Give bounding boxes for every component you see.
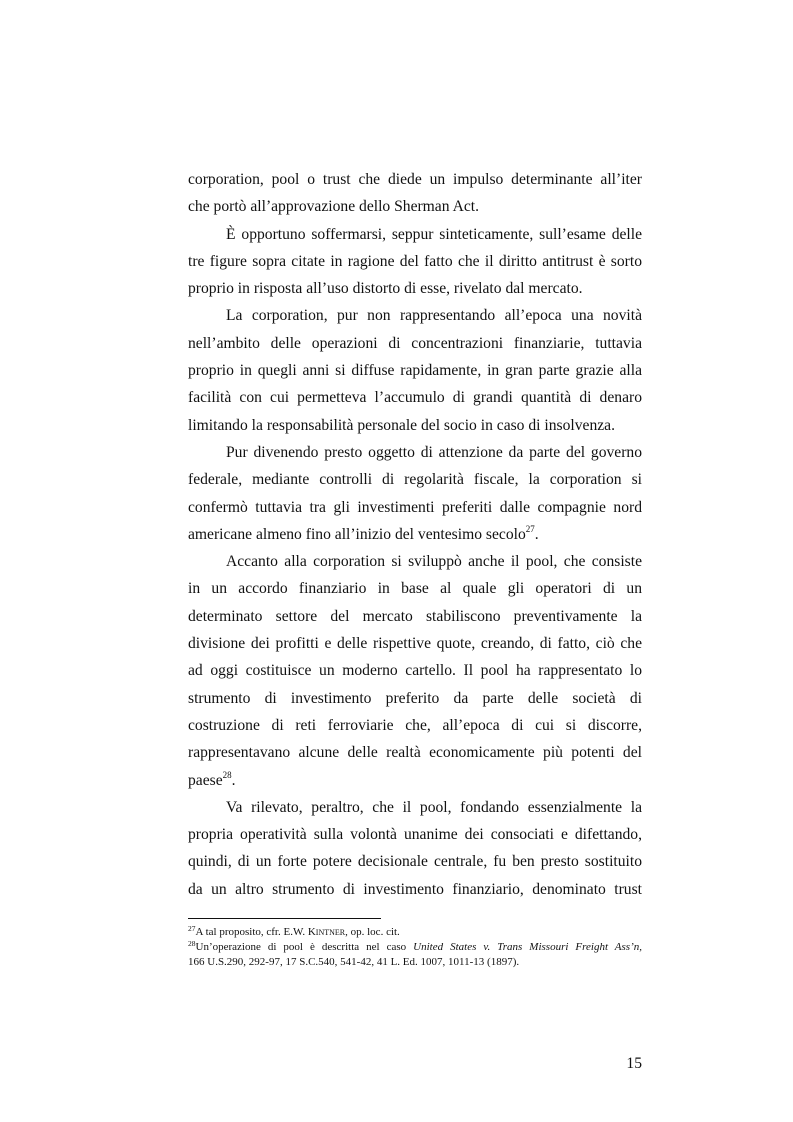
- body-line: [188, 330, 642, 357]
- body-line: [188, 248, 642, 275]
- body-line: [188, 821, 642, 848]
- body-text: [188, 166, 642, 903]
- footnote-28: [188, 940, 642, 955]
- body-line: [188, 712, 642, 739]
- body-line-tail: .: [231, 771, 236, 789]
- body-line: [188, 439, 642, 466]
- body-line-text: costruzione di reti ferroviarie che, all’epoca di cui si discorre,: [188, 716, 642, 734]
- body-line-text: divisione dei profitti e delle rispettive quote, creando, di fatto, ciò che: [188, 635, 642, 653]
- body-line-text: propria operatività sulla volontà unanime dei consociati e difettando,: [188, 826, 642, 844]
- page-number: 15: [626, 1055, 642, 1072]
- body-line-text: Accanto alla corporation si sviluppò anche il pool, che consiste: [226, 553, 642, 571]
- body-line-text: federale, mediante controlli di regolarità fiscale, la corporation si: [188, 471, 642, 489]
- footnote-28-case: United States v. Trans Missouri Freight Ass’n,: [413, 941, 643, 953]
- body-line-text: limitando la responsabilità personale del socio in caso di insolvenza.: [188, 416, 615, 434]
- body-line: [188, 630, 642, 657]
- body-line: [188, 657, 642, 684]
- body-line: [188, 794, 642, 821]
- footnote-27-number: 27: [188, 924, 196, 933]
- body-line-text: americane almeno fino all’inizio del ventesimo secolo: [188, 525, 526, 543]
- footnote-27-text: A tal proposito, cfr. E.W.: [195, 926, 308, 938]
- footnote-reference: 28: [222, 769, 232, 780]
- body-line: [188, 275, 642, 302]
- footnote-27: [188, 925, 642, 940]
- body-line: [188, 302, 642, 329]
- body-line-text: strumento di investimento preferito da parte delle società di: [188, 689, 642, 707]
- body-line: [188, 466, 642, 493]
- footnote-reference: 27: [525, 523, 535, 534]
- body-line: [188, 685, 642, 712]
- body-line-text: quindi, di un forte potere decisionale centrale, fu ben presto sostituito: [188, 853, 642, 871]
- body-line-text: proprio in quegli anni si diffuse rapidamente, in gran parte grazie alla: [188, 362, 642, 380]
- body-line-text: La corporation, pur non rappresentando all’epoca una novità: [226, 307, 642, 325]
- body-line: [188, 193, 642, 220]
- body-line: [188, 221, 642, 248]
- body-line-text: nell’ambito delle operazioni di concentrazioni finanziarie, tuttavia: [188, 334, 642, 352]
- body-line-text: da un altro strumento di investimento finanziario, denominato trust: [188, 880, 642, 898]
- body-line-text: proprio in risposta all’uso distorto di esse, rivelato dal mercato.: [188, 280, 583, 298]
- body-line: [188, 876, 642, 903]
- body-line: [188, 767, 642, 794]
- footnote-28-number: 28: [188, 939, 196, 948]
- footnotes: [188, 925, 642, 970]
- footnote-28-text: Un’operazione di pool è descritta nel caso: [195, 941, 414, 953]
- body-line: [188, 848, 642, 875]
- body-line: [188, 548, 642, 575]
- body-line-text: determinato settore del mercato stabiliscono preventivamente la: [188, 607, 642, 625]
- body-line: [188, 412, 642, 439]
- body-line: [188, 739, 642, 766]
- footnote-27-author: Kintner: [307, 926, 346, 938]
- body-line-text: Pur divenendo presto oggetto di attenzione da parte del governo: [226, 443, 642, 461]
- body-line-text: ad oggi costituisce un moderno cartello. Il pool ha rappresentato lo: [188, 662, 642, 680]
- body-line: [188, 384, 642, 411]
- body-line-text: rappresentavano alcune delle realtà economicamente più potenti del: [188, 744, 642, 762]
- body-line: [188, 166, 642, 193]
- body-line-text: paese: [188, 771, 223, 789]
- footnote-28-citation: 166 U.S.290, 292-97, 17 S.C.540, 541-42, 41 L. Ed. 1007, 1011-13 (1897).: [188, 956, 520, 968]
- footnote-separator: [188, 918, 381, 919]
- body-line-text: tre figure sopra citate in ragione del fatto che il diritto antitrust è sorto: [188, 252, 642, 270]
- footnote-27-ref: , op. loc. cit.: [345, 926, 400, 938]
- body-line-text: confermò tuttavia tra gli investimenti preferiti dalle compagnie nord: [188, 498, 642, 516]
- body-line-text: facilità con cui permetteva l’accumulo di grandi quantità di denaro: [188, 389, 642, 407]
- body-line: [188, 494, 642, 521]
- body-line: [188, 357, 642, 384]
- body-line-text: È opportuno soffermarsi, seppur sinteticamente, sull’esame delle: [226, 225, 642, 243]
- body-line: [188, 521, 642, 548]
- body-line-text: corporation, pool o trust che diede un impulso determinante all’iter: [188, 171, 642, 188]
- body-line: [188, 603, 642, 630]
- body-line-tail: .: [534, 525, 539, 543]
- body-line: [188, 575, 642, 602]
- body-line-text: Va rilevato, peraltro, che il pool, fondando essenzialmente la: [226, 798, 642, 816]
- body-line-text: in un accordo finanziario in base al quale gli operatori di un: [188, 580, 642, 598]
- body-line-text: che portò all’approvazione dello Sherman Act.: [188, 198, 479, 216]
